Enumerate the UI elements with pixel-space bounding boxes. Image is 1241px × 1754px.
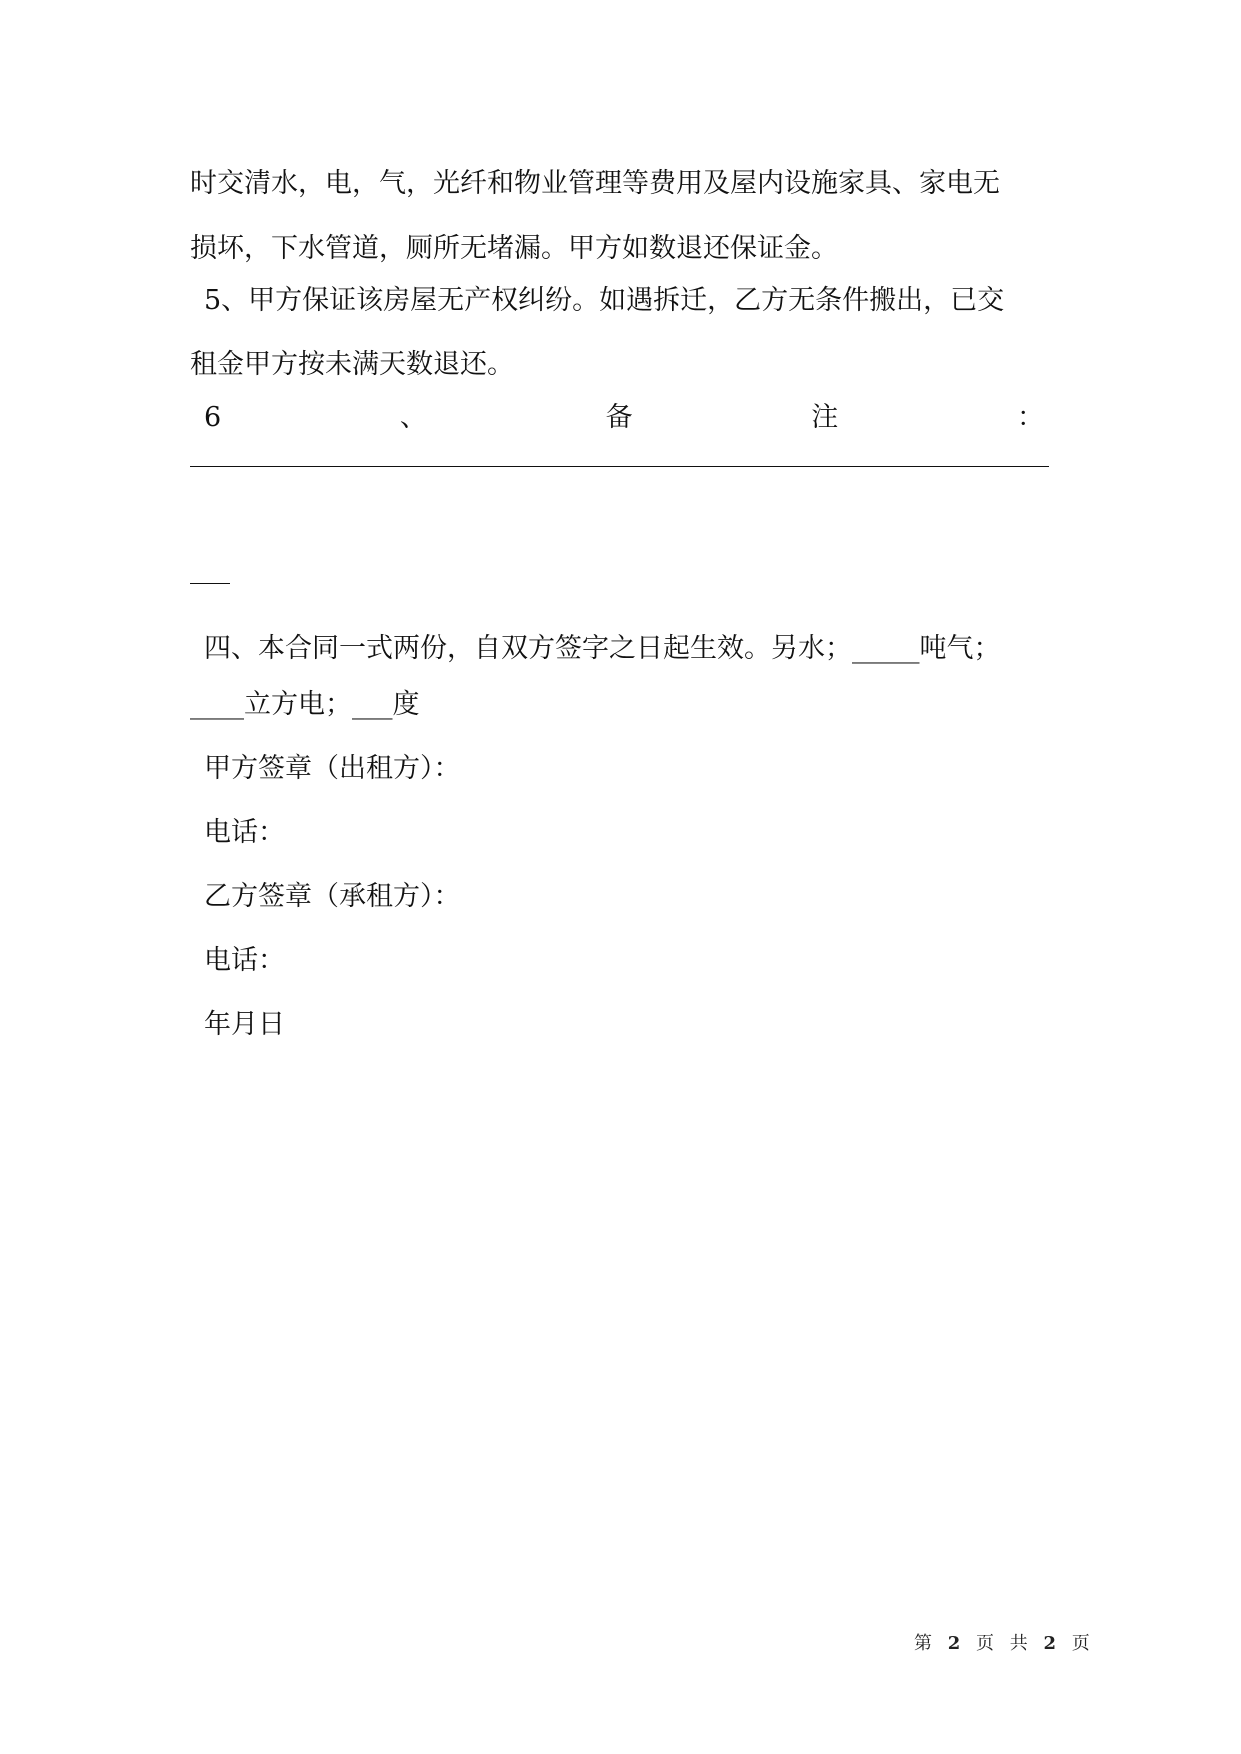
remark-blank-line-2: [190, 583, 230, 584]
remark-colon: ：: [1017, 402, 1044, 433]
page-number-footer: [914, 1632, 1095, 1656]
remark-word-1: 备: [605, 402, 633, 433]
party-b-signature-label: 乙方签章（承租方）：: [204, 881, 461, 912]
signing-date-label: 年月日: [204, 1009, 285, 1040]
remark-blank-line-1: [190, 466, 1049, 467]
clause-4-continuation-line-1: 时交清水，电，气，光纤和物业管理等费用及屋内设施家具、家电无: [190, 168, 1000, 199]
footer-current-page: 2: [947, 1633, 966, 1654]
clause-5-line-1: 5、甲方保证该房屋无产权纠纷。如遇拆迁，乙方无条件搬出，已交: [204, 285, 1005, 316]
clause-5-line-2: 租金甲方按未满天数退还。: [190, 349, 514, 380]
clause-6-remark-heading: [204, 398, 1044, 438]
remark-separator: 、: [399, 402, 427, 433]
footer-total-pages: 2: [1043, 1633, 1061, 1654]
footer-mid: 页 共: [976, 1633, 1033, 1654]
party-b-phone-label: 电话：: [204, 945, 285, 976]
remark-number: 6: [204, 402, 222, 433]
party-a-signature-label: 甲方签章（出租方）：: [204, 753, 461, 784]
remark-word-2: 注: [811, 402, 839, 433]
footer-suffix: 页: [1071, 1633, 1095, 1654]
clause-four-line-1: 四、本合同一式两份，自双方签字之日起生效。另水；_____吨气；: [204, 633, 1001, 664]
party-a-phone-label: 电话：: [204, 817, 285, 848]
footer-prefix: 第: [914, 1633, 937, 1654]
clause-4-continuation-line-2: 损坏，下水管道，厕所无堵漏。甲方如数退还保证金。: [190, 233, 838, 264]
clause-four-line-2: ____立方电；___度: [190, 689, 420, 720]
